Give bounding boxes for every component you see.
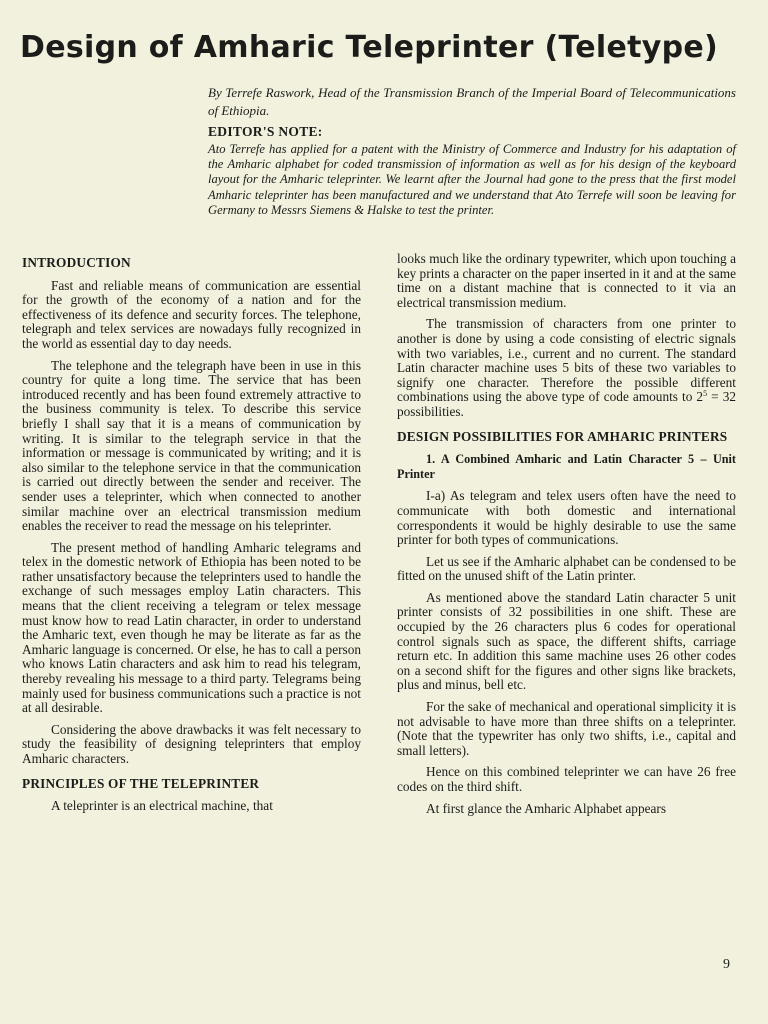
section-heading-principles: PRINCIPLES OF THE TELEPRINTER xyxy=(22,775,260,791)
page-number: 9 xyxy=(723,957,730,972)
paragraph: Considering the above drawbacks it was felt necessary to study the feasibility of designing teleprinters that employ Amharic characters. xyxy=(22,721,361,766)
paragraph-text: = 32 possibilities. xyxy=(397,389,736,419)
byline: By Terrefe Raswork, Head of the Transmission Branch of the Imperial Board of Telecommunications of Ethiopia. xyxy=(208,85,736,118)
paragraph: At first glance the Amharic Alphabet appears xyxy=(426,800,666,816)
paragraph: For the sake of mechanical and operational simplicity it is not advisable to have more than three shifts on a teleprinter. (Note that the typewriter has only two shifts, i.e., capital and small letters). xyxy=(397,699,736,758)
right-column xyxy=(397,252,736,823)
left-column xyxy=(22,252,361,821)
exponent: 5 xyxy=(703,389,708,399)
editors-note-heading: EDITOR'S NOTE: xyxy=(208,124,323,139)
paragraph: looks much like the ordinary typewriter, which upon touching a key prints a character on the paper inserted in it and at the same time on a distant machine that is connected to it via an electrical transmission medium. xyxy=(397,251,736,310)
paragraph: The present method of handling Amharic telegrams and telex in the domestic network of Ethiopia has been noted to be rather unsatisfactory because the teleprinters used to handle the exchange of such messages employ Latin characters. This means that the client receiving a telegram or telex message must know how to read Latin character, in order to understand the Amharic text, even though he may be literate as far as the Amharic language is concerned. Or else, he has to call a person who knows Latin characters and ask him to read his telegram, thereby revealing his message to a third party. Telegrams being mainly used for business communications such a practice is not at all desirable. xyxy=(22,539,361,716)
section-heading-design: DESIGN POSSIBILITIES FOR AMHARIC PRINTERS xyxy=(397,428,728,444)
subheading-combined-printer: 1. A Combined Amharic and Latin Character 5 – Unit Printer xyxy=(397,452,736,481)
editors-note: Ato Terrefe has applied for a patent with the Ministry of Commerce and Industry for his adaptation of the Amharic alphabet for coded transmission of information as well as for his design of the keyboard layout for the Amharic teleprinter. We learnt after the Journal had gone to the press that the first model Amharic teleprinter has been manufactured and we understand that Ato Terrefe will soon be leaving for Germany to Messrs Siemens & Halske to test the printer. xyxy=(208,142,736,217)
paragraph: The telephone and the telegraph have been in use in this country for quite a long time. The service that has been introduced recently and has been found extremely attractive to the business community is telex. To describe this service briefly I shall say that it is a means of communication by writing. It is similar to the telegraph service in that the information or message is communicated by writing; and it is also similar to the telephone service in that the communication is carried out directly between the sender and receiver. The sender uses a teleprinter, which when connected to another similar machine over an electrical transmission medium enables the receiver to read the message on his teleprinter. xyxy=(22,357,361,534)
paragraph: As mentioned above the standard Latin character 5 unit printer consists of 32 possibilities in one shift. These are occupied by the 26 characters plus 6 codes for operational control signals such as space, the different shifts, carriage return etc. In addition this same machine uses 26 other codes on a second shift for the figures and other signs like brackets, plus and minus, bell etc. xyxy=(397,589,736,693)
paragraph xyxy=(397,317,736,419)
paragraph: A teleprinter is an electrical machine, that xyxy=(51,798,273,814)
paragraph: I-a) As telegram and telex users often have the need to communicate with both domestic and international correspondents it would be highly desirable to use the same printer for both types of communications. xyxy=(397,488,736,548)
paragraph: Let us see if the Amharic alphabet can be condensed to be fitted on the unused shift of the Latin printer. xyxy=(397,553,736,584)
paragraph: Fast and reliable means of communication are essential for the growth of the economy of a nation and for the effectiveness of its defence and security forces. The telephone, telegraph and telex services are nowadays fully recognized in the world as essential day to day needs. xyxy=(22,277,361,351)
article-title: Design of Amharic Teleprinter (Teletype) xyxy=(20,30,719,65)
section-heading-introduction: INTRODUCTION xyxy=(22,255,131,270)
paragraph: Hence on this combined teleprinter we can have 26 free codes on the third shift. xyxy=(397,764,736,794)
paragraph-text: The transmission of characters from one printer to another is done by using a code consisting of electric signals with two variables, i.e., current and no current. The standard Latin character machine uses 5 bits of these two variables to signify one character. Therefore the possible different combinations using the above type of code amounts to 2 xyxy=(397,316,736,405)
